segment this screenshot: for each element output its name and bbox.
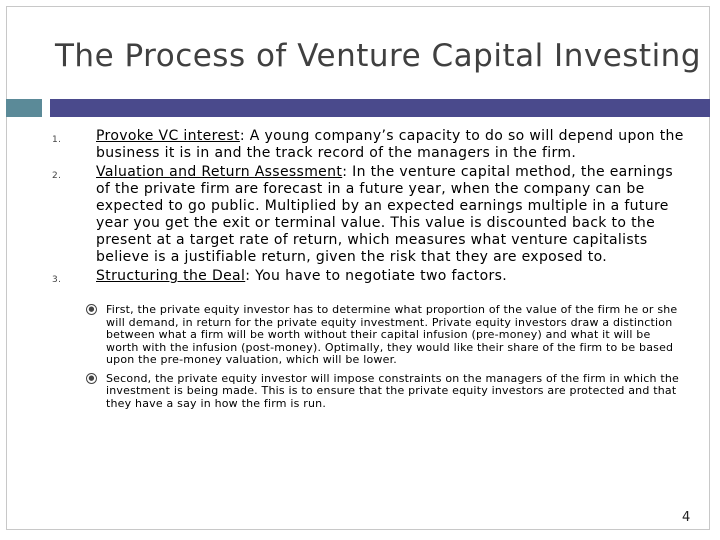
title-rule-bar bbox=[50, 99, 710, 117]
deal-factor bbox=[86, 373, 686, 411]
deal-factors-list bbox=[86, 304, 686, 416]
step-text: : You have to negotiate two factors. bbox=[245, 268, 508, 284]
page-number: 4 bbox=[682, 510, 691, 525]
process-step bbox=[52, 164, 692, 266]
title-rule-accent bbox=[6, 99, 42, 117]
step-number: 2. bbox=[52, 171, 62, 181]
step-heading: Structuring the Deal bbox=[96, 268, 246, 284]
step-text: : In the venture capital method, the earnings of the private firm are forecast in a future year, when the company can be expected to go public. Multiplied by an expected earnings multiple in a future year you get the exit or terminal value. This value is discounted back to the present at a target rate of return, which measures what venture capitalists believe is a justifiable return, given the risk that they are exposed to. bbox=[96, 164, 674, 265]
target-bullet-icon: ● bbox=[86, 373, 97, 384]
target-bullet-icon: ● bbox=[86, 304, 97, 315]
step-number: 1. bbox=[52, 135, 62, 145]
slide-title: The Process of Venture Capital Investing bbox=[55, 38, 702, 74]
step-heading: Valuation and Return Assessment bbox=[96, 164, 343, 180]
process-step bbox=[52, 268, 692, 285]
deal-factor bbox=[86, 304, 686, 367]
step-heading: Provoke VC interest bbox=[96, 128, 240, 144]
process-step bbox=[52, 128, 692, 162]
factor-text: Second, the private equity investor will impose constraints on the managers of the firm in which the investment is being made. This is to ensure that the private equity investors are protected and that they have a say in how the firm is run. bbox=[106, 371, 680, 410]
process-steps-list bbox=[52, 128, 692, 287]
step-text: : A young company’s capacity to do so will depend upon the business it is in and the track record of the managers in the firm. bbox=[96, 128, 684, 161]
factor-text: First, the private equity investor has to determine what proportion of the value of the firm he or she will demand, in return for the private equity investment. Private equity investors draw a distinction between what a firm will be worth without their capital infusion (pre-money) and what it will be worth with the infusion (post-money). Optimally, they would like their share of the firm to be based upon the pre-money valuation, which will be lower. bbox=[106, 303, 678, 366]
step-number: 3. bbox=[52, 275, 62, 285]
